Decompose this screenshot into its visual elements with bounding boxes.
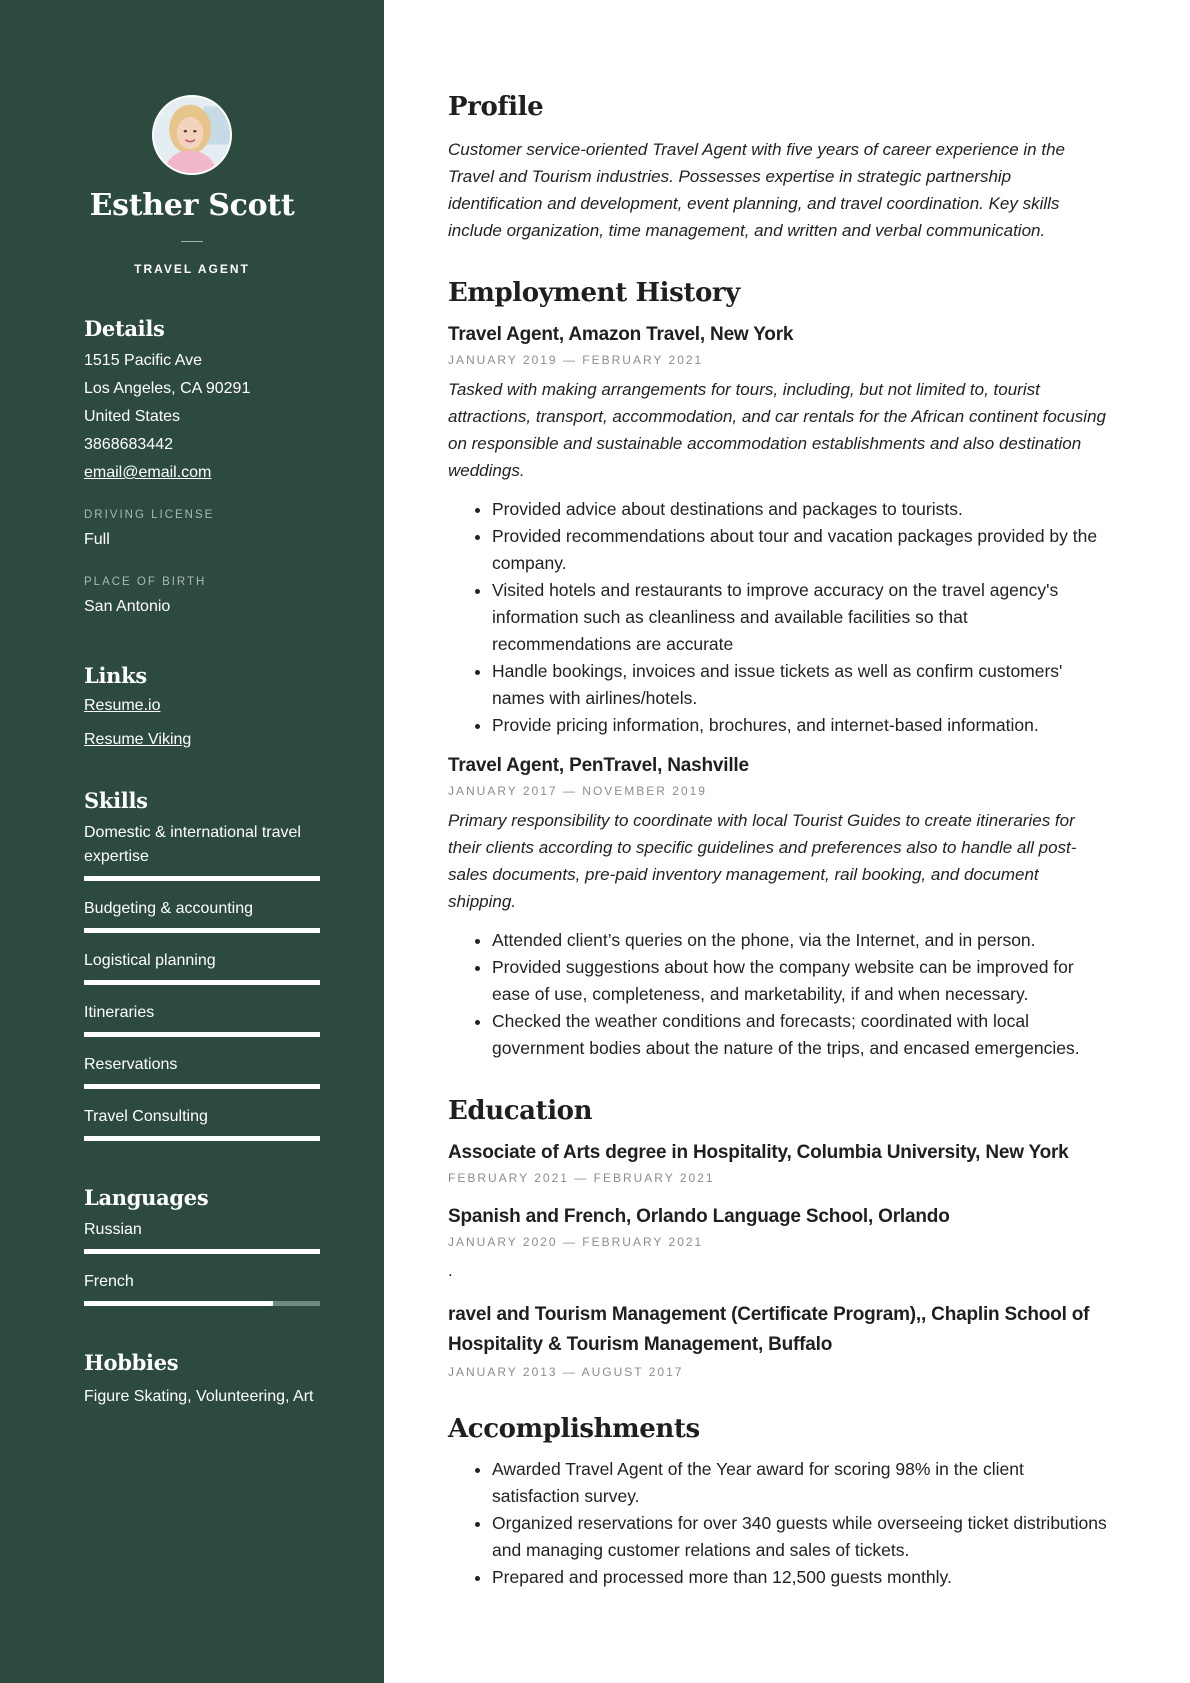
name-divider (181, 241, 203, 242)
skill-bar-fill (84, 876, 320, 881)
list-item: • Handle bookings, invoices and issue tickets as well as confirm customers' names with airlines/hotels. (492, 658, 1108, 712)
list-item: • Provided recommendations about tour and vacation packages provided by the company. (492, 523, 1108, 577)
place-of-birth-label: PLACE OF BIRTH (84, 576, 207, 588)
job-description: Primary responsibility to coordinate with local Tourist Guides to create itineraries for their clients according to specific guidelines and preferences also to handle all post-sales documents, pre-paid inventory management, rail booking, and document shipping. (448, 811, 1077, 911)
skill-bar (84, 876, 320, 881)
skill-name: Reservations (84, 1056, 178, 1073)
skill-bar (84, 928, 320, 933)
job-bullets (448, 496, 1108, 739)
skill-name: Budgeting & accounting (84, 900, 254, 917)
address-line-2: Los Angeles, CA 90291 (84, 380, 251, 397)
education-title: Spanish and French, Orlando Language School, Orlando (448, 1206, 950, 1227)
skill-item (84, 1053, 320, 1089)
skill-bar-fill (84, 928, 320, 933)
links-heading: Links (84, 663, 147, 688)
avatar-photo-icon (154, 97, 230, 173)
details-section (84, 316, 320, 621)
list-item: • Prepared and processed more than 12,500 guests monthly. (492, 1564, 1108, 1591)
hobbies-text: Figure Skating, Volunteering, Art (84, 1388, 314, 1405)
place-of-birth-value: San Antonio (84, 598, 171, 615)
skill-bar (84, 1084, 320, 1089)
education-entry (448, 1140, 1108, 1186)
job-title: Travel Agent, PenTravel, Nashville (448, 755, 749, 776)
list-item: • Organized reservations for over 340 guests while overseeing ticket distributions and managing customer relations and sales of tickets. (492, 1510, 1108, 1564)
skill-bar-fill (84, 1084, 320, 1089)
education-dates: FEBRUARY 2021 — FEBRUARY 2021 (448, 1171, 715, 1185)
skill-bar (84, 1136, 320, 1141)
language-bar (84, 1301, 320, 1306)
address-line-1: 1515 Pacific Ave (84, 352, 203, 369)
job-bullets (448, 927, 1108, 1062)
education-title: ravel and Tourism Management (Certificate Program),, Chaplin School of Hospitality & Tourism Management, Buffalo (448, 1304, 1090, 1355)
email-link[interactable]: email@email.com (84, 464, 212, 481)
skill-bar (84, 1032, 320, 1037)
skill-bar-fill (84, 1136, 320, 1141)
profile-text: Customer service-oriented Travel Agent with five years of career experience in the Travel and Tourism industries. Possesses expertise in strategic partnership identification and development, event planning, and travel coordination. Key skills include organization, time management, and written and verbal communication. (448, 140, 1065, 240)
languages-heading: Languages (84, 1185, 209, 1210)
language-bar-fill (84, 1249, 320, 1254)
details-heading: Details (84, 316, 165, 341)
profile-section (448, 92, 1108, 244)
accomplishments-section (448, 1414, 1108, 1591)
skills-section (84, 788, 320, 1141)
education-title: Associate of Arts degree in Hospitality, Columbia University, New York (448, 1142, 1069, 1163)
language-name: French (84, 1273, 134, 1290)
skill-name: Logistical planning (84, 952, 216, 969)
job-entry (448, 322, 1108, 739)
sidebar (0, 0, 384, 1683)
skill-bar-fill (84, 980, 320, 985)
link-resume-viking[interactable]: Resume Viking (84, 731, 192, 748)
hobbies-section (84, 1350, 320, 1411)
language-bar (84, 1249, 320, 1254)
skill-item (84, 897, 320, 933)
list-item: • Provided suggestions about how the company website can be improved for ease of use, completeness, and marketability, if and when necessary. (492, 954, 1108, 1008)
address-line-3: United States (84, 408, 181, 425)
language-item (84, 1270, 320, 1306)
language-name: Russian (84, 1221, 142, 1238)
job-title: TRAVEL AGENT (134, 262, 250, 276)
education-section (448, 1096, 1108, 1380)
hobbies-heading: Hobbies (84, 1350, 179, 1375)
languages-section (84, 1185, 320, 1306)
accomplishments-bullets (448, 1456, 1108, 1591)
skill-name: Itineraries (84, 1004, 155, 1021)
candidate-name: Esther Scott (89, 188, 295, 223)
job-entry (448, 753, 1108, 1062)
list-item: • Attended client’s queries on the phone, via the Internet, and in person. (492, 927, 1108, 954)
skill-item (84, 1001, 320, 1037)
list-item: • Provided advice about destinations and packages to tourists. (492, 496, 1108, 523)
accomplishments-heading: Accomplishments (448, 1414, 700, 1444)
link-resume-io[interactable]: Resume.io (84, 697, 161, 714)
language-item (84, 1218, 320, 1254)
skill-item (84, 949, 320, 985)
list-item: • Awarded Travel Agent of the Year award for scoring 98% in the client satisfaction survey. (492, 1456, 1108, 1510)
skill-item (84, 1105, 320, 1141)
education-entry (448, 1300, 1108, 1380)
driving-license-label: DRIVING LICENSE (84, 509, 215, 521)
avatar (152, 95, 232, 175)
list-item: • Provide pricing information, brochures, and internet-based information. (492, 712, 1108, 739)
links-section (84, 663, 320, 750)
skill-name: Travel Consulting (84, 1108, 208, 1125)
job-dates: JANUARY 2019 — FEBRUARY 2021 (448, 353, 704, 367)
education-dates: JANUARY 2020 — FEBRUARY 2021 (448, 1235, 704, 1249)
language-bar-fill (84, 1301, 273, 1306)
list-item: • Visited hotels and restaurants to improve accuracy on the travel agency's information such as cleanliness and available facilities so that recommendations are accurate (492, 577, 1108, 658)
job-description: Tasked with making arrangements for tours, including, but not limited to, tourist attractions, transport, accommodation, and car rentals for the African continent focusing on responsible and sustainable accommodation establishments and also destination weddings. (448, 380, 1106, 480)
phone: 3868683442 (84, 436, 173, 453)
skill-bar (84, 980, 320, 985)
list-item: • Checked the weather conditions and forecasts; coordinated with local government bodies about the nature of the trips, and encased emergencies. (492, 1008, 1108, 1062)
avatar-wrap (64, 95, 320, 180)
skills-heading: Skills (84, 788, 148, 813)
employment-heading: Employment History (448, 278, 740, 308)
job-dates: JANUARY 2017 — NOVEMBER 2019 (448, 784, 707, 798)
education-heading: Education (448, 1096, 593, 1126)
skill-name: Domestic & international travel expertise (84, 824, 301, 865)
employment-section (448, 278, 1108, 1062)
job-title: Travel Agent, Amazon Travel, New York (448, 324, 794, 345)
education-entry (448, 1204, 1108, 1282)
education-note: . (448, 1261, 453, 1280)
profile-heading: Profile (448, 92, 544, 122)
skill-bar-fill (84, 1032, 320, 1037)
education-dates: JANUARY 2013 — AUGUST 2017 (448, 1365, 684, 1379)
skill-item (84, 821, 320, 881)
driving-license-value: Full (84, 531, 110, 548)
main-content (448, 92, 1108, 1591)
